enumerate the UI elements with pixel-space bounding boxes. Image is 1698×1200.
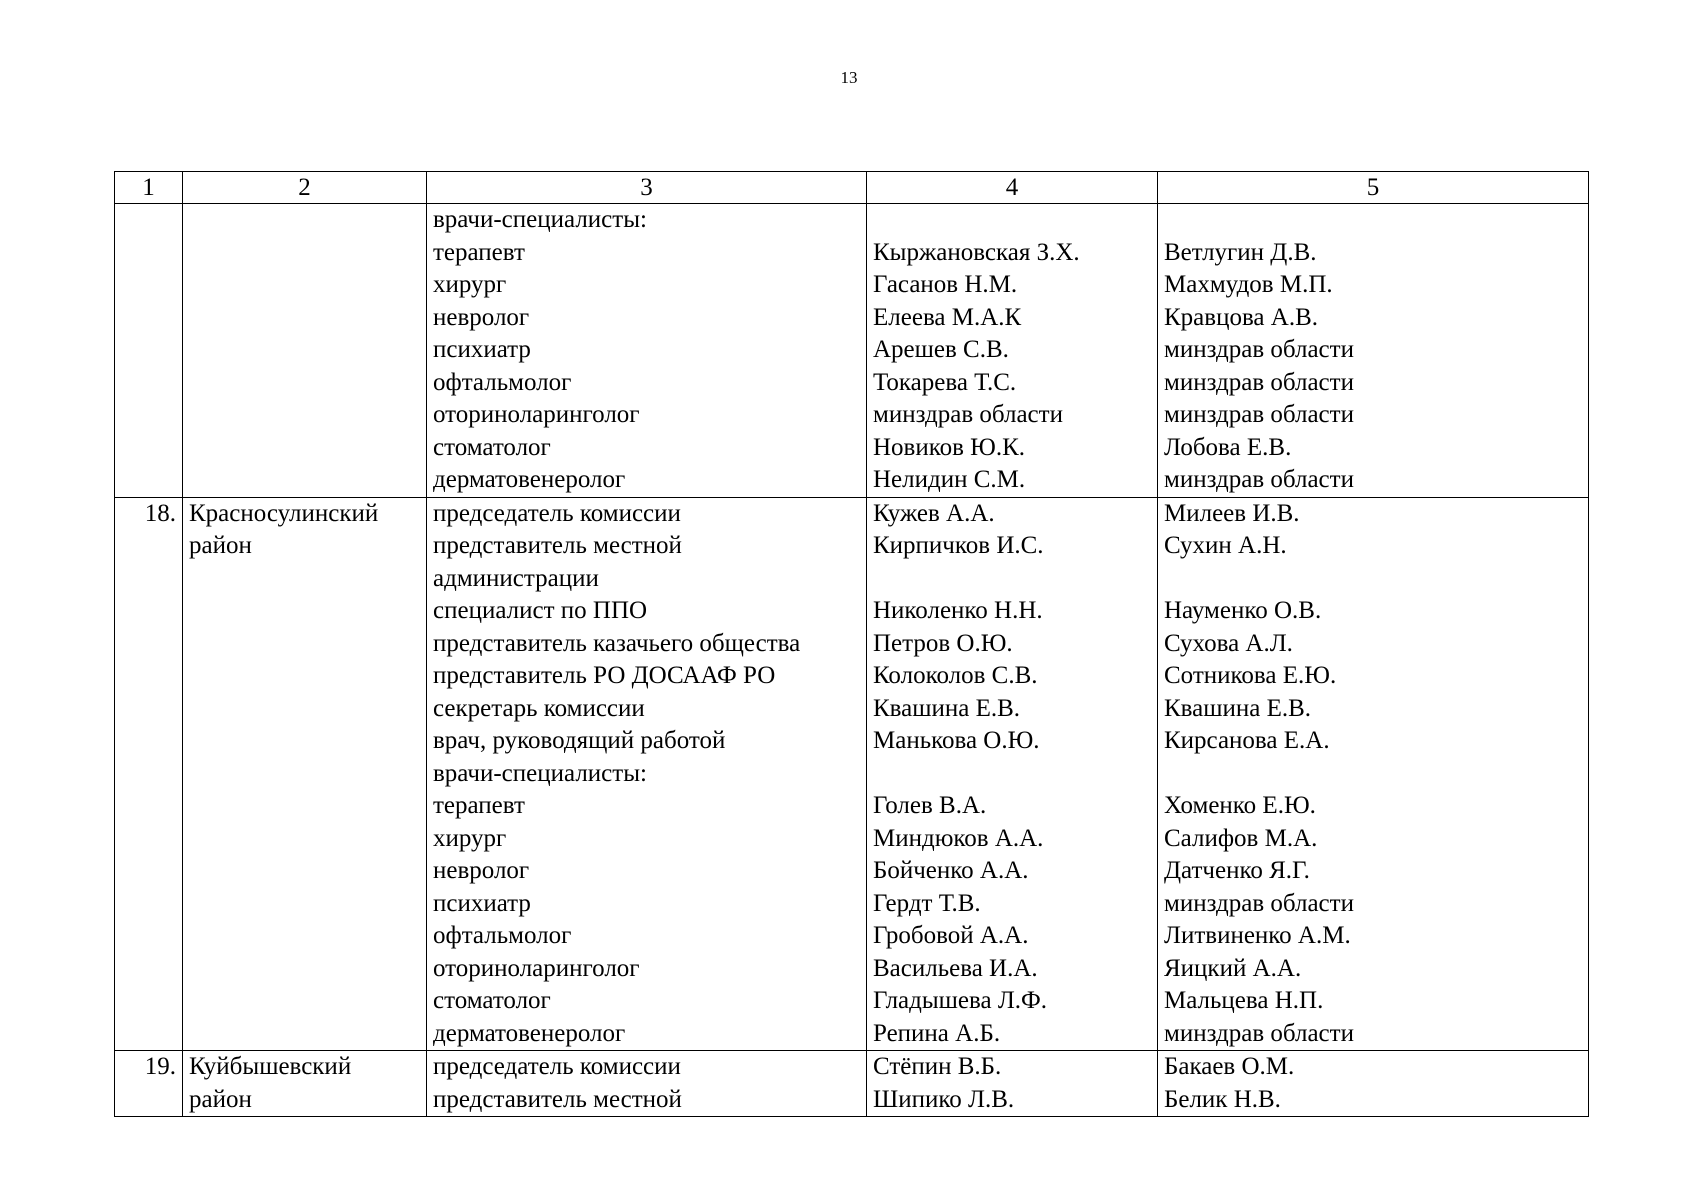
role-text: представитель местной	[433, 532, 682, 559]
district-cell	[183, 497, 427, 1051]
member-name: Токарева Т.С.	[873, 368, 1017, 396]
reserve-member-name	[1158, 563, 1588, 596]
member-name: Миндюков А.А.	[873, 824, 1044, 852]
row-number-cell	[115, 497, 183, 1051]
row-number: 19.	[144, 1053, 176, 1080]
role-text: врачи-специалисты:	[433, 759, 647, 787]
role-text: врач, руководящий работой	[433, 727, 726, 754]
role-text: председатель комиссии	[433, 1053, 681, 1080]
reserve-member-cell	[1158, 204, 1589, 498]
reserve-member-name: Кирсанова Е.А.	[1164, 727, 1330, 754]
reserve-member-name: Лобова Е.В.	[1164, 433, 1292, 461]
role-text: стоматолог	[433, 987, 551, 1014]
role-text: администрации	[433, 564, 599, 592]
role-text: представитель местной	[433, 1085, 682, 1113]
reserve-member-name: минздрав области	[1164, 401, 1354, 428]
page-number: 13	[840, 68, 858, 87]
reserve-member-name: Датченко Я.Г.	[1164, 857, 1310, 884]
reserve-member-name: Бакаев О.М.	[1164, 1053, 1295, 1080]
role-text: дерматовенеролог	[433, 1019, 626, 1047]
commission-table	[114, 171, 1589, 1117]
role-text: врачи-специалисты:	[433, 206, 647, 233]
role-text: представитель казачьего общества	[433, 629, 801, 657]
member-name: Елеева М.А.К	[873, 303, 1022, 331]
role-text: дерматовенеролог	[433, 466, 626, 493]
reserve-member-name: Милеев И.В.	[1164, 499, 1300, 527]
role-text: терапевт	[433, 792, 525, 819]
reserve-member-name: Яицкий А.А.	[1164, 954, 1302, 982]
member-cell	[867, 497, 1158, 1051]
header-col-5: 5	[1158, 172, 1589, 204]
member-cell	[867, 1051, 1158, 1117]
table-header-row	[115, 172, 1589, 204]
member-name: Квашина Е.В.	[873, 694, 1021, 722]
table-row	[115, 204, 1589, 498]
member-name: Гердт Т.В.	[873, 889, 981, 917]
table-row	[115, 497, 1589, 1051]
member-name: Петров О.Ю.	[873, 629, 1013, 657]
role-text: оториноларинголог	[433, 401, 640, 428]
role-text: офтальмолог	[433, 922, 572, 949]
reserve-member-name	[1158, 758, 1588, 791]
member-name: Стёпин В.Б.	[873, 1053, 1002, 1080]
member-name: Бойченко А.А.	[873, 857, 1029, 884]
member-name: Васильева И.А.	[873, 954, 1038, 982]
reserve-member-name: Сухова А.Л.	[1164, 629, 1293, 657]
member-name: Кужев А.А.	[873, 499, 995, 527]
member-name	[867, 758, 1157, 791]
reserve-member-name: Ветлугин Д.В.	[1164, 238, 1317, 266]
reserve-member-name: минздрав области	[1164, 889, 1354, 917]
role-text: психиатр	[433, 336, 531, 363]
role-text: председатель комиссии	[433, 499, 681, 527]
role-text: специалист по ППО	[433, 597, 648, 624]
role-text: стоматолог	[433, 433, 551, 461]
member-name: Кирпичков И.С.	[873, 532, 1044, 559]
role-text: оториноларинголог	[433, 954, 640, 982]
table-row	[115, 1051, 1589, 1117]
row-number-cell	[115, 204, 183, 498]
member-name: Новиков Ю.К.	[873, 433, 1026, 461]
member-name: Репина А.Б.	[873, 1019, 1001, 1047]
reserve-member-name: минздрав области	[1164, 368, 1354, 396]
member-name	[867, 563, 1157, 596]
member-name	[867, 204, 1157, 237]
reserve-member-name: минздрав области	[1164, 1019, 1354, 1047]
header-col-4: 4	[867, 172, 1158, 204]
reserve-member-name: Литвиненко А.М.	[1164, 922, 1351, 949]
member-name: Манькова О.Ю.	[873, 727, 1040, 754]
member-name: Николенко Н.Н.	[873, 597, 1043, 624]
reserve-member-name: Хоменко Е.Ю.	[1164, 792, 1316, 819]
header-col-2: 2	[183, 172, 427, 204]
member-cell	[867, 204, 1158, 498]
header-col-3: 3	[427, 172, 867, 204]
reserve-member-name: Квашина Е.В.	[1164, 694, 1312, 722]
row-number: 18.	[144, 499, 176, 527]
member-name: Нелидин С.М.	[873, 466, 1026, 493]
reserve-member-name: Кравцова А.В.	[1164, 303, 1319, 331]
reserve-member-name: Белик Н.В.	[1164, 1085, 1281, 1113]
reserve-member-cell	[1158, 1051, 1589, 1117]
district-name-line: Куйбышевский	[189, 1053, 352, 1080]
member-name: Кыржановская З.Х.	[873, 238, 1080, 266]
member-name: Арешев С.В.	[873, 336, 1009, 363]
reserve-member-name: Махмудов М.П.	[1164, 271, 1333, 298]
reserve-member-name: минздрав области	[1164, 336, 1354, 363]
member-name: Голев В.А.	[873, 792, 987, 819]
role-text: офтальмолог	[433, 368, 572, 396]
role-cell	[427, 497, 867, 1051]
role-text: психиатр	[433, 889, 531, 917]
role-text: секретарь комиссии	[433, 694, 645, 722]
reserve-member-name: Сухин А.Н.	[1164, 532, 1287, 559]
table-body	[115, 204, 1589, 1117]
district-name-line: район	[189, 1085, 252, 1113]
member-name: Гробовой А.А.	[873, 922, 1029, 949]
role-text: терапевт	[433, 238, 525, 266]
row-number	[115, 204, 182, 237]
reserve-member-name: Салифов М.А.	[1164, 824, 1318, 852]
reserve-member-name: Мальцева Н.П.	[1164, 987, 1324, 1014]
member-name: Гладышева Л.Ф.	[873, 987, 1048, 1014]
reserve-member-name: Сотникова Е.Ю.	[1164, 662, 1337, 689]
role-text: хирург	[433, 824, 507, 852]
reserve-member-cell	[1158, 497, 1589, 1051]
reserve-member-name: Науменко О.В.	[1164, 597, 1322, 624]
role-cell	[427, 1051, 867, 1117]
reserve-member-name: минздрав области	[1164, 466, 1354, 493]
header-col-1: 1	[115, 172, 183, 204]
role-cell	[427, 204, 867, 498]
district-cell	[183, 204, 427, 498]
member-name: Гасанов Н.М.	[873, 271, 1018, 298]
member-name: минздрав области	[873, 401, 1063, 428]
role-text: представитель РО ДОСААФ РО	[433, 662, 776, 689]
district-cell	[183, 1051, 427, 1117]
member-name: Шипико Л.В.	[873, 1085, 1015, 1113]
district-name-line: район	[189, 532, 252, 559]
role-text: невролог	[433, 857, 530, 884]
district-name-line: Красносулинский	[189, 499, 379, 527]
role-text: хирург	[433, 271, 507, 298]
row-number-cell	[115, 1051, 183, 1117]
reserve-member-name	[1158, 204, 1588, 237]
role-text: невролог	[433, 303, 530, 331]
member-name: Колоколов С.В.	[873, 662, 1038, 689]
